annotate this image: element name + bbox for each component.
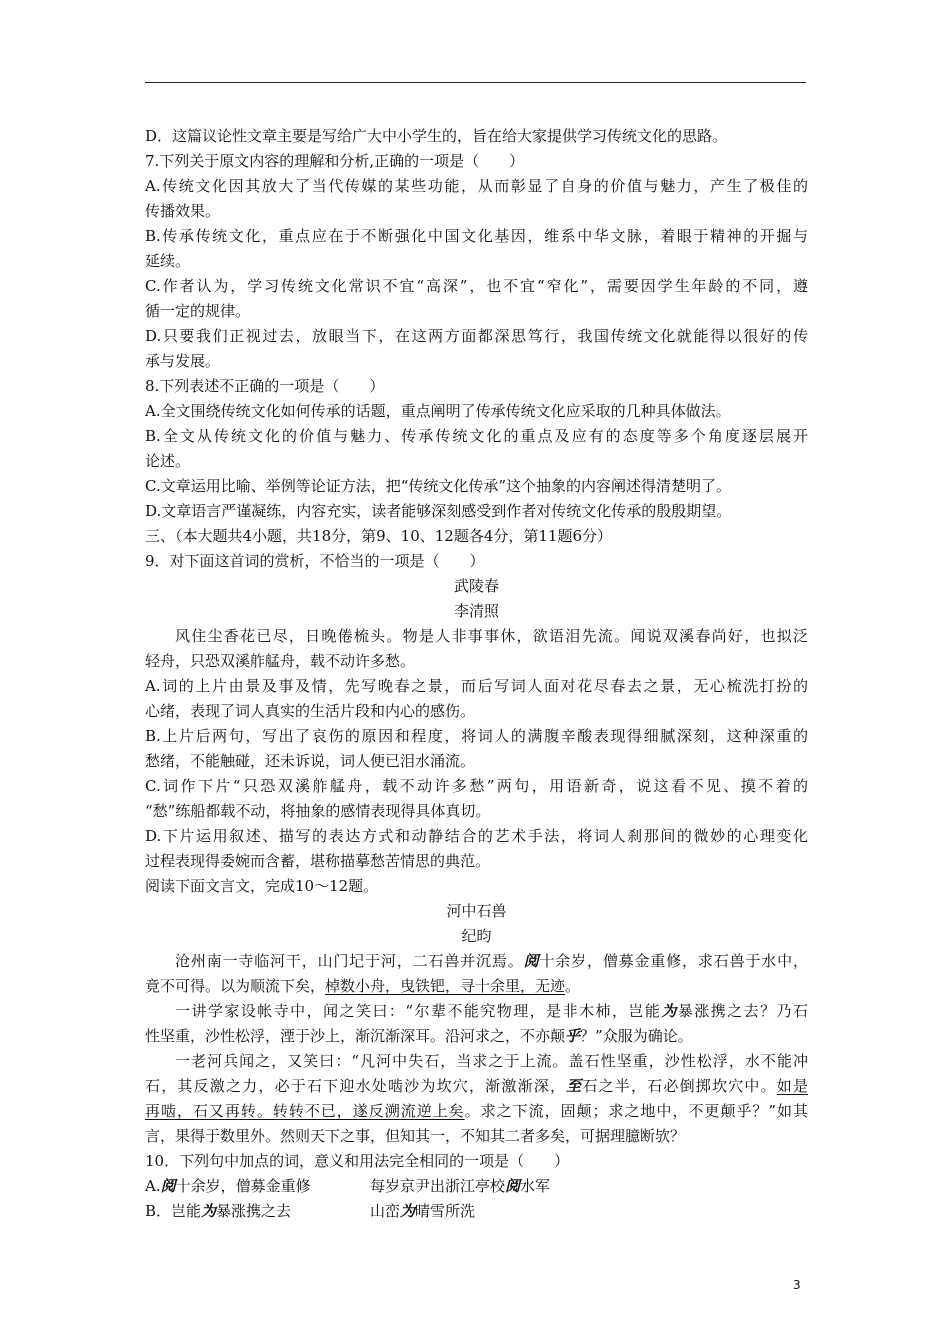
text-line: D．这篇议论性文章主要是写给广大中小学生的，旨在给大家提供学习传统文化的思路。 xyxy=(145,127,728,145)
page-number: 3 xyxy=(793,1278,801,1292)
dotted-word: 乎 xyxy=(565,1027,581,1045)
text-line: 心绪，表现了词人真实的生活片段和内心的感伤。 xyxy=(145,702,476,720)
text-line: D.文章语言严谨凝练，内容充实，读者能够深刻感受到作者对传统文化传承的殷殷期望。 xyxy=(145,502,732,520)
text-line: 过程表现得委婉而含蓄，堪称描摹愁苦情思的典范。 xyxy=(145,852,491,870)
poem-author: 李清照 xyxy=(453,602,499,620)
prose-title: 河中石兽 xyxy=(446,902,507,920)
text-line: C.词作下片“只恐双溪舴艋舟，载不动许多愁”两句，用语新奇，说这看不见、摸不着的 xyxy=(145,777,808,795)
prose-line: 沧州南一寺临河干，山门圮于河，二石兽并沉焉。阅十余岁，僧募金重修，求石兽于水中， xyxy=(175,952,808,970)
poem-title: 武陵春 xyxy=(453,577,499,595)
text-line: A.传统文化因其放大了当代传媒的某些功能，从而彰显了自身的价值与魅力，产生了极佳的 xyxy=(145,177,808,195)
prose-line: 一讲学家设帐寺中，闻之笑曰：“尔辈不能究物理，是非木杮，岂能为暴涨携之去？乃石 xyxy=(175,1002,808,1020)
question-10-option-b: B．岂能为暴涨携之去 山峦为晴雪所洗 xyxy=(145,1202,476,1220)
text-line: C.作者认为，学习传统文化常识不宜“高深”，也不宜“窄化”，需要因学生年龄的不同，遵 xyxy=(145,277,808,295)
prose-line: 言，果得于数里外。然则天下之事，但知其一，不知其二者多矣，可据理臆断欤？ xyxy=(145,1127,686,1145)
text-line: B.上片后两句，写出了哀伤的原因和程度，将词人的满腹辛酸表现得细腻深刻，这种深重的 xyxy=(145,727,808,745)
prose-line: 一老河兵闻之，又笑曰：“凡河中失石，当求之于上流。盖石性坚重，沙性松浮，水不能冲 xyxy=(175,1052,808,1070)
dotted-word: 为 xyxy=(201,1202,217,1220)
text-line: 循一定的规律。 xyxy=(145,302,251,320)
question-7-stem: 7.下列关于原文内容的理解和分析,正确的一项是（ ） xyxy=(145,152,525,170)
text-line: B.全文从传统文化的价值与魅力、传承传统文化的重点及应有的态度等多个角度逐层展开 xyxy=(145,427,808,445)
prose-line: 再啮，石又再转。转转不已，遂反溯流逆上矣。求之下流，固颠；求之地中，不更颠乎？”如其 xyxy=(145,1102,808,1120)
page-body xyxy=(145,124,808,1224)
dotted-word: 阅 xyxy=(523,952,540,970)
question-9-stem: 9．对下面这首词的赏析，不恰当的一项是（ ） xyxy=(145,552,485,570)
underlined-phrase: 棹数小舟，曳铁钯，寻十余里，无迹 xyxy=(325,977,566,995)
text-line: D.只要我们正视过去，放眼当下，在这两方面都深思笃行，我国传统文化就能得以很好的传 xyxy=(145,327,808,345)
prose-author: 纪昀 xyxy=(461,927,492,945)
question-8-stem: 8.下列表述不正确的一项是（ ） xyxy=(145,377,385,395)
question-10-stem: 10．下列句中加点的词，意义和用法完全相同的一项是（ ） xyxy=(145,1152,570,1170)
text-line: 论述。 xyxy=(145,452,191,470)
text-line: 传播效果。 xyxy=(145,202,221,220)
text-line: A.全文围绕传统文化如何传承的话题，重点阐明了传承传统文化应采取的几种具体做法。 xyxy=(145,402,731,420)
poem-text: 轻舟，只恐双溪舴艋舟，载不动许多愁。 xyxy=(145,652,416,670)
question-10-option-a: A.阅十余岁，僧募金重修 每岁京尹出浙江亭校阅水军 xyxy=(145,1177,551,1195)
prose-line: 性坚重，沙性松浮，湮于沙上，渐沉渐深耳。沿河求之，不亦颠乎？”众服为确论。 xyxy=(145,1027,693,1045)
text-line: 愁绪，不能触碰，还未诉说，词人便已泪水涌流。 xyxy=(145,752,476,770)
text-line: B.传承传统文化，重点应在于不断强化中国文化基因，维系中华文脉，着眼于精神的开掘与 xyxy=(145,227,808,245)
underlined-phrase: 再啮，石又再转。转转不已，遂反溯流逆上矣 xyxy=(145,1102,465,1120)
text-line: A.词的上片由景及事及情，先写晚春之景，而后写词人面对花尽春去之景，无心梳洗打扮的 xyxy=(145,677,808,695)
text-line: 承与发展。 xyxy=(145,352,221,370)
dotted-word: 阅 xyxy=(505,1177,521,1195)
text-line: 延续。 xyxy=(145,252,191,270)
underlined-phrase: 如是 xyxy=(776,1077,808,1095)
prose-line: 竟不可得。以为顺流下矣，棹数小舟，曳铁钯，寻十余里，无迹。 xyxy=(145,977,581,995)
text-line: “愁”练船都载不动，将抽象的感情表现得具体真切。 xyxy=(145,802,491,820)
section-heading: 三、（本大题共4小题，共18分，第9、10、12题各4分，第11题6分） xyxy=(145,527,613,545)
header-rule xyxy=(145,82,806,83)
poem-text: 风住尘香花已尽，日晚倦梳头。物是人非事事休，欲语泪先流。闻说双溪春尚好，也拟泛 xyxy=(175,627,808,645)
dotted-word: 为 xyxy=(661,1002,678,1020)
text-line: C.文章运用比喻、举例等论证方法，把“传统文化传承”这个抽象的内容阐述得清楚明了。 xyxy=(145,477,732,495)
reading-instruction: 阅读下面文言文，完成10～12题。 xyxy=(145,877,379,895)
dotted-word: 为 xyxy=(400,1202,416,1220)
prose-line: 石，其反激之力，必于石下迎水处啮沙为坎穴，渐激渐深，至石之半，石必倒掷坎穴中。如是 xyxy=(145,1077,808,1095)
dotted-word: 至 xyxy=(566,1077,583,1095)
text-line: D.下片运用叙述、描写的表达方式和动静结合的艺术手法，将词人刹那间的微妙的心理变化 xyxy=(145,827,808,845)
dotted-word: 阅 xyxy=(160,1177,176,1195)
